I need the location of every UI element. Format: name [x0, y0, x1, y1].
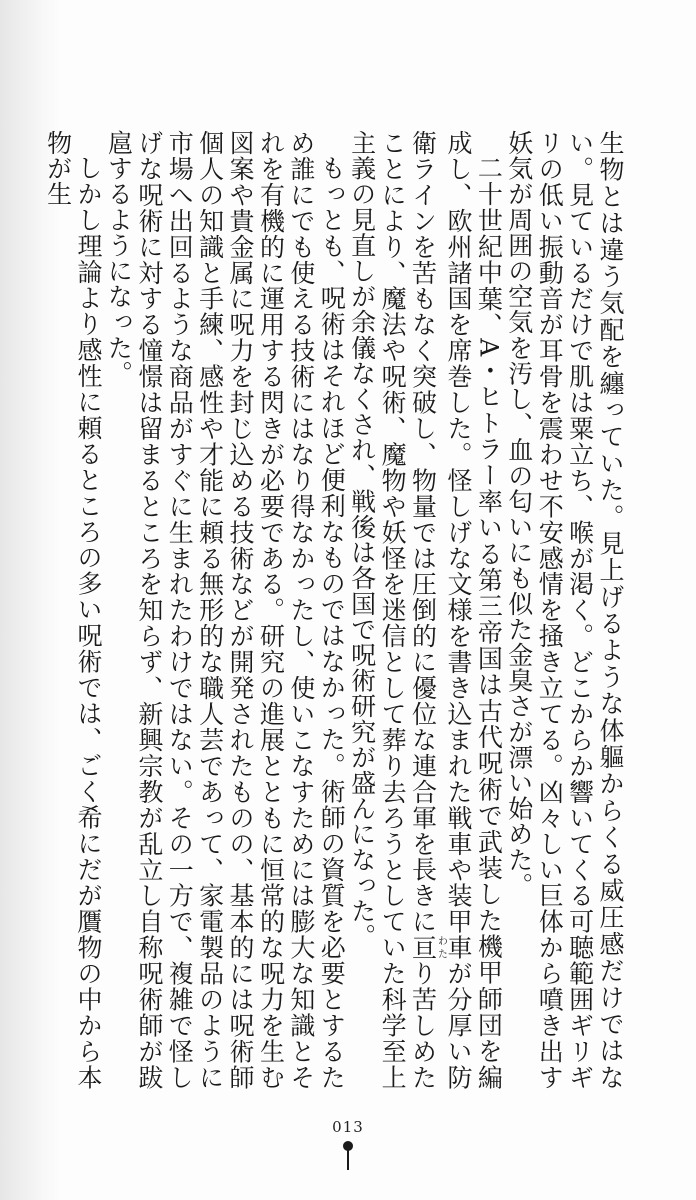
paragraph-4: しかし理論より感性に頼るところの多い呪術では、ごく希にだが贋物の中から本物が生 — [43, 130, 103, 1090]
paragraph-3: もっとも、呪術はそれほど便利なものではなかった。術師の資質を必要とするため誰にでも使える技術にはなり得なかったし、使いこなすためには膨大な知識とそれを有機的に運用する閃きが必要である。研究の進展とともに恒常的な呪力を生む図案や貴金属に呪力を封じ込める技術などが開発されたものの、基本的には呪術師個人の知識と手練、感性や才能に頼る無形的な職人芸であって、家電製品のように市場へ出回るような商品がすぐに生まれたわけではない。その一方で、複雑で怪しげな呪術に対する憧憬は留まるところを知らず、新興宗教が乱立し自称呪術師が跋扈するようになった。 — [104, 130, 347, 1090]
page-ornament-stem — [347, 1150, 349, 1170]
ruby-annotated-word: 亘わた — [408, 934, 447, 961]
paragraph-1: 生物とは違う気配を纏っていた。見上げるような体軀からくる威圧感だけではない。見ているだけで肌は粟立ち、喉が渇く。どこからか響いてくる可聴範囲ギリギリの低い振動音が耳骨を震わせ不安感情を掻き立てる。凶々しい巨体から噴き出す妖気が周囲の空気を汚し、血の匂いにも似た金臭さが漂い始めた。 — [504, 130, 625, 1090]
page-number: 013 — [332, 1118, 364, 1136]
paragraph-2: 二十世紀中葉、A・ヒトラー率いる第三帝国は古代呪術で武装した機甲師団を編成し、欧州諸国を席巻した。怪しげな文様を書き込まれた戦車や装甲車が分厚い防衛ラインを苦もなく突破し、物量では圧倒的に優位な連合軍を長きに亘わたり苦しめたことにより、魔法や呪術、魔物や妖怪を迷信として葬り去ろうとしていた科学至上主義の見直しが余儀なくされ、戦後は各国で呪術研究が盛んになった。 — [347, 130, 504, 1090]
ruby-reading: わた — [435, 934, 447, 961]
vertical-text-body — [25, 130, 625, 1090]
